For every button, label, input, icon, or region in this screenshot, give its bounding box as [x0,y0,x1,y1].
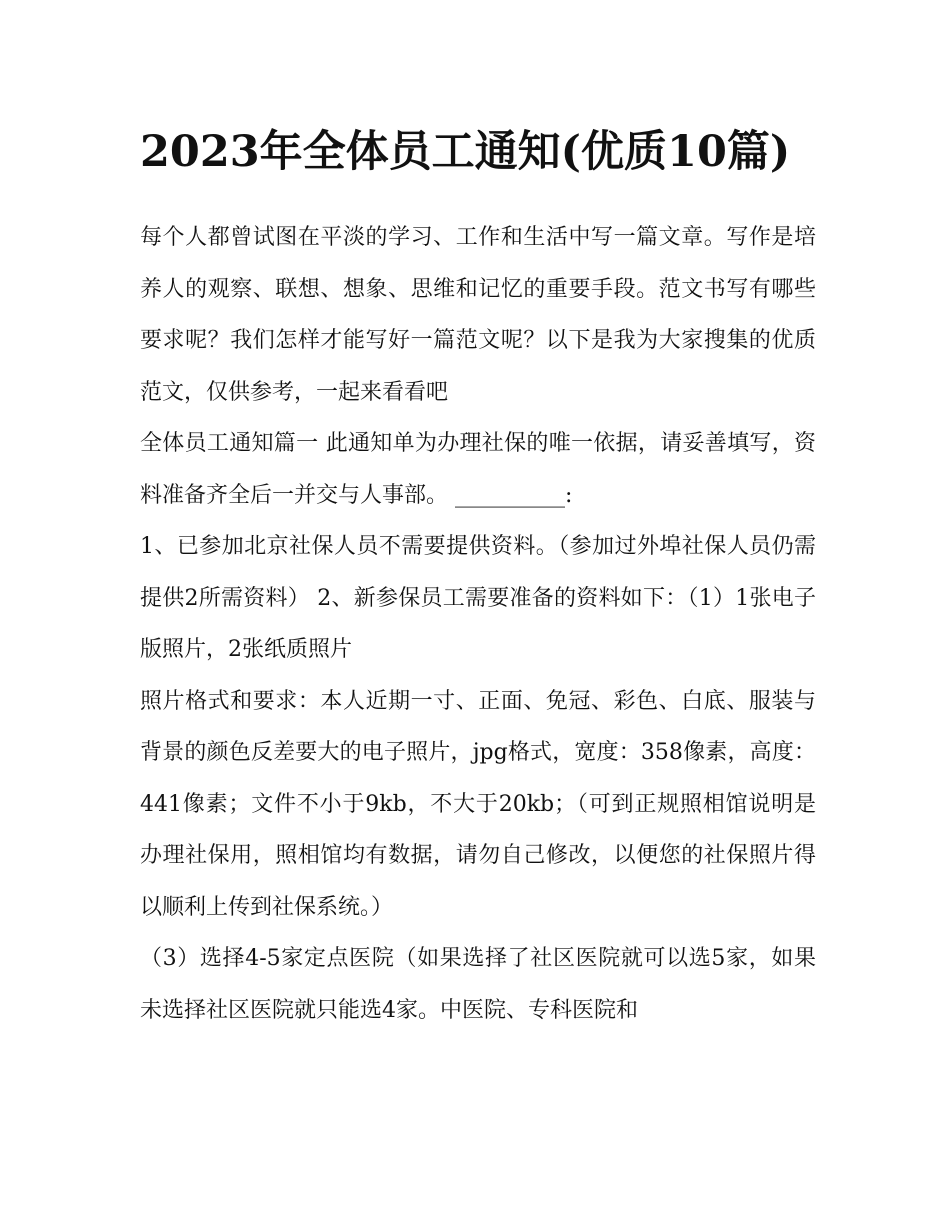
paragraph-notice: 全体员工通知篇一 此通知单为办理社保的唯一依据，请妥善填写，资料准备齐全后一并交与人事部。 __________: [140,431,816,508]
paragraph-item-1-2: 1、已参加北京社保人员不需要提供资料。（参加过外埠社保人员仍需提供2所需资料） 2、新参保员工需要准备的资料如下：（1）1张电子版照片，2张纸质照片 [140,534,816,662]
paragraph-photo-requirements: 照片格式和要求：本人近期一寸、正面、免冠、彩色、白底、服装与背景的颜色反差要大的电子照片，jpg格式，宽度：358像素，高度：441像素；文件不小于9kb，不大于20kb；（可到正规照相馆说明是办理社保用，照相馆均有数据，请勿自己修改，以便您的社保照片得以顺利上传到社保系统。） [140,688,816,920]
paragraph-item-3: （3）选择4-5家定点医院（如果选择了社区医院就可以选5家，如果未选择社区医院就只能选4家。中医院、专科医院和 [140,946,816,1023]
document-page [140,112,816,1036]
paragraph-intro: 每个人都曾试图在平淡的学习、工作和生活中写一篇文章。写作是培养人的观察、联想、想象、思维和记忆的重要手段。范文书写有哪些要求呢？我们怎样才能写好一篇范文呢？以下是我为大家搜集的优质范文，仅供参考，一起来看看吧 [140,225,816,405]
document-body [140,212,816,1036]
document-title: 2023年全体员工通知(优质10篇) [140,127,791,177]
